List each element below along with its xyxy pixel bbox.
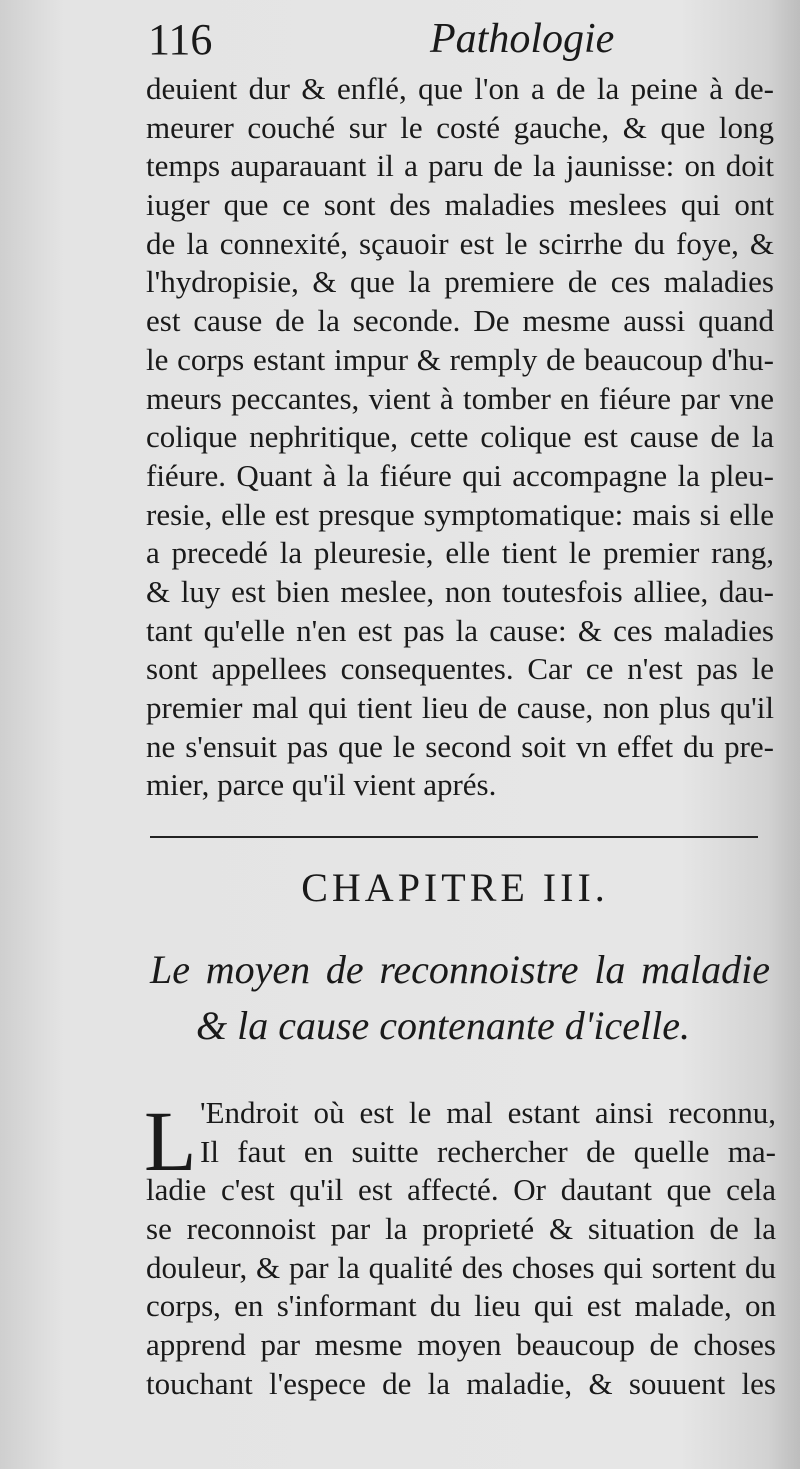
text-line: corps, en s'informant du lieu qui est malade, on [146,1288,776,1324]
text-line: fiéure. Quant à la fiéure qui accompagne la pleu- [146,457,774,493]
section-divider [150,836,758,838]
text-line: 'Endroit où est le mal estant ainsi reconnu, [200,1095,776,1130]
text-line: douleur, & par la qualité des choses qui sortent du [146,1249,776,1285]
chapter-subtitle-line-1: Le moyen de reconnoistre la maladie [150,947,770,992]
page-header [148,14,788,70]
text-line: mier, parce qu'il vient aprés. [146,767,497,803]
text-line: premier mal qui tient lieu de cause, non plus qu'il [146,690,774,725]
drop-cap: L [144,1093,197,1189]
text-line: est cause de la seconde. De mesme aussi quand [146,303,774,339]
text-line: Il faut en suitte rechercher de quelle ma- [200,1133,776,1169]
text-line: l'hydropisie, & que la premiere de ces maladies [146,264,774,300]
text-line: deuient dur & enflé, que l'on a de la peine à de- [146,71,774,106]
text-line: iuger que ce sont des maladies meslees qui ont [146,187,774,223]
text-line: meurer couché sur le costé gauche, & que long [146,109,774,145]
text-line: a precedé la pleuresie, elle tient le premier rang, [146,535,774,571]
running-head: Pathologie [430,16,615,62]
text-line: touchant l'espece de la maladie, & souuent les [146,1365,776,1401]
page-number: 116 [148,15,213,64]
text-line: resie, elle est presque symptomatique: mais si elle [146,496,774,532]
text-line: de la connexité, sçauoir est le scirrhe du foye, & [146,225,774,261]
text-line: tant qu'elle n'en est pas la cause: & ces maladies [146,612,774,648]
paragraph-2 [146,1094,776,1404]
text-line: & luy est bien meslee, non toutesfois alliee, dau- [146,573,774,609]
chapter-subtitle-line-2: & la cause contenante d'icelle. [196,1003,690,1048]
chapter-title: CHAPITRE III. [301,865,609,910]
text-line: sont appellees consequentes. Car ce n'est pas le [146,651,774,687]
paragraph-1 [146,70,774,805]
text-line: ne s'ensuit pas que le second soit vn effet du pre- [146,728,774,764]
text-line: apprend par mesme moyen beaucoup de choses [146,1327,776,1363]
text-line: se reconnoist par la proprieté & situation de la [146,1211,776,1247]
text-line: meurs peccantes, vient à tomber en fiéure par vne [146,380,774,416]
text-line: temps auparauant il a paru de la jaunisse: on doit [146,148,774,184]
text-line: le corps estant impur & remply de beaucoup d'hu- [146,341,774,377]
text-line: ladie c'est qu'il est affecté. Or dautant que cela [146,1172,776,1208]
text-line: colique nephritique, cette colique est cause de la [146,419,774,455]
